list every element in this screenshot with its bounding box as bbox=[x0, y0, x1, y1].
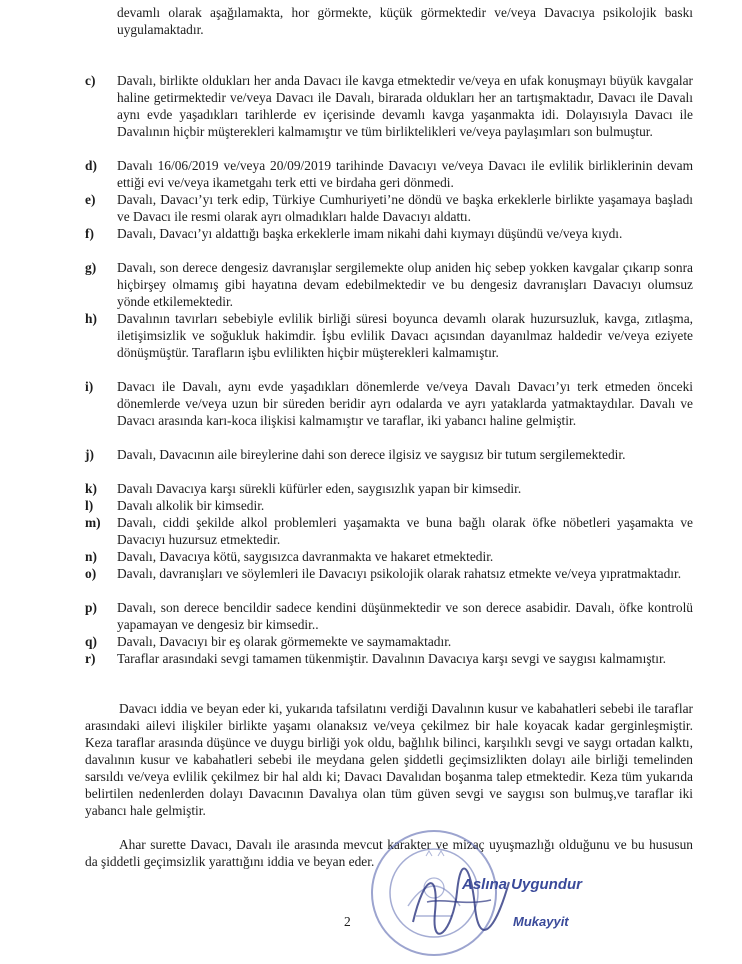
item-label: r) bbox=[85, 651, 96, 666]
list-item-r bbox=[85, 650, 693, 667]
item-label: o) bbox=[85, 566, 97, 581]
item-label: l) bbox=[85, 498, 94, 513]
item-label: p) bbox=[85, 600, 97, 615]
item-text: Taraflar arasındaki sevgi tamamen tükenmiştir. Davalının Davacıya karşı sevgi ve saygısı kalmamıştır. bbox=[117, 651, 667, 666]
item-label: n) bbox=[85, 549, 97, 564]
item-label: d) bbox=[85, 158, 97, 173]
item-text: Davalı, ciddi şekilde alkol problemleri yaşamakta ve buna bağlı olarak öfke nöbetleri yaşamakta ve Davacıyı huzursuz etmektedir. bbox=[117, 515, 693, 547]
item-text: Davalı, Davacının aile bireylerine dahi son derece ilgisiz ve saygısız bir tutum sergilemektedir. bbox=[117, 447, 626, 462]
item-text: Davalı Davacıya karşı sürekli küfürler eden, saygısızlık yapan bir kimsedir. bbox=[117, 481, 522, 496]
item-label: i) bbox=[85, 379, 94, 394]
item-text: Davalı alkolik bir kimsedir. bbox=[117, 498, 265, 513]
list-item-o bbox=[85, 565, 693, 582]
list-item-f bbox=[85, 225, 693, 242]
item-text: Davalı 16/06/2019 ve/veya 20/09/2019 tarihinde Davacıyı ve/veya Davacı ile evlilik birliklerinin devam ettiği evi ve/veya ikametgahı terk etti ve birdaha geri dönmedi. bbox=[117, 158, 693, 190]
list-item-e bbox=[85, 191, 693, 225]
item-text: Davalı, birlikte oldukları her anda Davacı ile kavga etmektedir ve/veya en ufak konuşmayı büyük kavgalar haline getirmektedir ve/veya Davacı ile Davalı, biraradа oldukları her an tartışmaktadır, Davacı ile Davalı aynı evde yaşadıkları tarihlerde ev içerisinde devamlı kavga yaşanmakta idi. Dolayısıyla Davacı ile Davalının hiçbir müşterekleri kalmamıştır ve tüm birliktelikleri ve/veya paylaşımları son bulmuştur. bbox=[117, 73, 693, 139]
registrar-stamp: Mukayyit bbox=[513, 914, 569, 929]
item-text: Davalı, Davacıyı bir eş olarak görmemekte ve saymamaktadır. bbox=[117, 634, 452, 649]
item-text: Davalının tavırları sebebiyle evlilik birliği süresi boyunca devamlı olarak huzursuzluk, kavga, zıtlaşma, iletişimsizlik ve soğukluk hakimdir. İşbu evlilik Davacı açısından dayanılmaz haldedir ve/veya eziyete dönüşmüştür. Tarafların işbu evlilikten hiçbir müşterekleri kalmamıştır. bbox=[117, 311, 693, 360]
item-label: j) bbox=[85, 447, 94, 462]
body-paragraph-1: Davacı iddia ve beyan eder ki, yukarıda tafsilatını verdiği Davalının kusur ve kabahatleri sebebi ile taraflar arasındaki ailevi ilişkiler birlikte yaşamı olanaksız ve/veya çekilmez bir hale koyacak kadar gerginleşmiştir. Keza taraflar arasında düşünce ve duygu birliği yok oldu, bağlılık bilinci, karşılıklı sevgi ve saygı ortadan kalktı, davalının kusur ve kabahatleri sebebi ile meydana gelen şiddetli geçimsizlikten dolayı aile birliği temelinden sarsıldı ve/veya evlilik çekilmez bir hal aldı ki; Davacı Davalıdan boşanma talep etmektedir. Keza tüm yukarıda belirtilen nedenlerden dolayı Davacının Davalıya olan tüm güven sevgi ve saygısı son bulmuş,ve taraflar iki yabancı hale gelmiştir. bbox=[85, 701, 693, 818]
item-label: h) bbox=[85, 311, 97, 326]
item-label: k) bbox=[85, 481, 97, 496]
list-item-q bbox=[85, 633, 693, 650]
list-item-d bbox=[85, 157, 693, 191]
item-label: q) bbox=[85, 634, 97, 649]
list-item-c bbox=[85, 72, 693, 140]
list-item-g bbox=[85, 259, 693, 310]
list-item-m bbox=[85, 514, 693, 548]
body-paragraph-2: Ahar surette Davacı, Davalı ile arasında mevcut karakter ve mizaç uyuşmazlığı olduğunu ve bu hususun da şiddetli geçimsizlik yarattığını iddia ve beyan eder. bbox=[85, 837, 693, 869]
item-label: c) bbox=[85, 73, 96, 88]
item-text: Davalı, davranışları ve söylemleri ile Davacıyı psikolojik olarak rahatsız etmekte ve/veya yıpratmaktadır. bbox=[117, 566, 682, 581]
list-item-k bbox=[85, 480, 693, 497]
lead-paragraph: devamlı olarak aşağılamakta, hor görmekte, küçük görmektedir ve/veya Davacıya psikolojik baskı uygulamaktadır. bbox=[117, 5, 693, 37]
list-item-i bbox=[85, 378, 693, 429]
item-label: f) bbox=[85, 226, 94, 241]
item-text: Davalı, son derece dengesiz davranışlar sergilemekte olup aniden hiç sebep yokken kavgalar çıkarıp sonra hiçbirşey olmamış gibi hayatına devam edebilmektedir ve bu dengesiz davranışları Davacıyı olumsuz yönde etkilemektedir. bbox=[117, 260, 693, 309]
list-item-h bbox=[85, 310, 693, 361]
item-label: g) bbox=[85, 260, 97, 275]
item-text: Davalı, Davacı’yı terk edip, Türkiye Cumhuriyeti’ne döndü ve başka erkeklerle birlikte yaşamaya başladı ve Davacı ile resmi olarak ayrı olmadıkları halde Davacıyı aldattı. bbox=[117, 192, 693, 224]
signature-icon bbox=[405, 862, 515, 942]
list-item-p bbox=[85, 599, 693, 633]
page-number: 2 bbox=[344, 914, 351, 929]
certified-copy-stamp: Aslına Uygundur bbox=[462, 876, 583, 893]
item-text: Davacı ile Davalı, aynı evde yaşadıkları dönemlerde ve/veya Davalı Davacı’yı terk etmeden önceki dönemlerde ve/veya uzun bir süreden beridir ayrı odalarda ve ayrı yataklarda yatmaktaydılar. Davalı ve Davacı arasında karı-koca ilişkisi kalmamıştır ve taraflar, iki yabancı haline gelmiştir. bbox=[117, 379, 693, 428]
item-text: Davalı, Davacı’yı aldattığı başka erkeklerle imam nikahi dahi kıymayı düşündü ve/veya kıydı. bbox=[117, 226, 623, 241]
list-item-n bbox=[85, 548, 693, 565]
list-item-l bbox=[85, 497, 693, 514]
item-text: Davalı, Davacıya kötü, saygısızca davranmakta ve hakaret etmektedir. bbox=[117, 549, 494, 564]
item-text: Davalı, son derece bencildir sadece kendini düşünmektedir ve son derece asabidir. Davalı, öfke kontrolü yapamayan ve dengesiz bir kimsedir.. bbox=[117, 600, 693, 632]
item-label: e) bbox=[85, 192, 96, 207]
list-item-j bbox=[85, 446, 693, 463]
item-label: m) bbox=[85, 515, 101, 530]
